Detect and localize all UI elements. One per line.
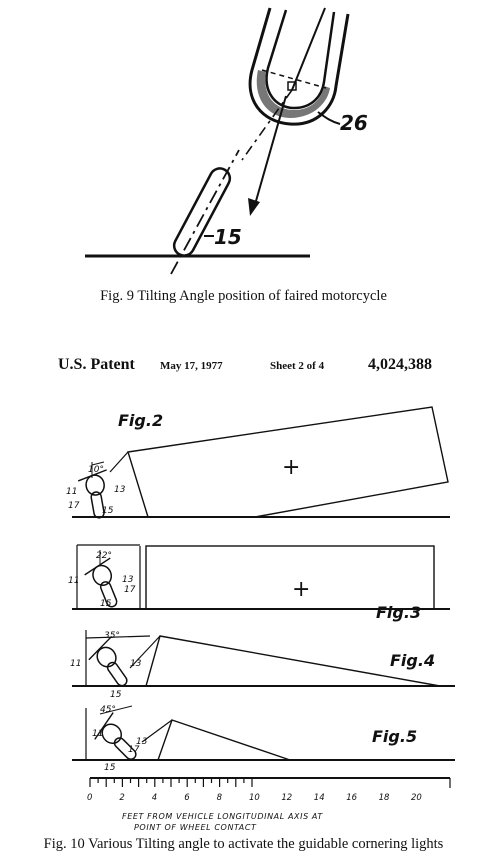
scale-tick-label: 18 bbox=[378, 793, 390, 803]
scale-tick-label: 4 bbox=[151, 793, 158, 803]
fig3-cross: + bbox=[292, 577, 311, 602]
scale-tick-label: 20 bbox=[411, 793, 422, 803]
fig9-arrow-head bbox=[248, 198, 260, 216]
patent-office: U.S. Patent bbox=[58, 356, 135, 373]
scale-label-line2: POINT OF WHEEL CONTACT bbox=[134, 823, 257, 832]
fig5-angle: 45° bbox=[100, 705, 116, 715]
scale-tick-label: 12 bbox=[281, 793, 293, 803]
fig2-title: Fig.2 bbox=[118, 411, 164, 430]
fig2-beam-edge bbox=[110, 452, 128, 472]
fig2-angle: 10° bbox=[88, 465, 104, 475]
fig9-drawing bbox=[0, 0, 487, 280]
fig2-label-15: 15 bbox=[102, 506, 114, 516]
fig9-leader-26 bbox=[318, 112, 340, 124]
fig3-light-beam bbox=[146, 546, 434, 609]
fig5-label-15: 15 bbox=[104, 763, 116, 773]
fig2-cross: + bbox=[282, 455, 301, 480]
fig3-angle: 22° bbox=[96, 551, 112, 561]
fig3-title: Fig.3 bbox=[376, 603, 422, 622]
fig3-label-11: 11 bbox=[68, 576, 80, 586]
fig5-label-11: 11 bbox=[92, 729, 104, 739]
fig5-title: Fig.5 bbox=[372, 727, 418, 746]
fig10-caption: Fig. 10 Various Tilting angle to activate the guidable cornering lights bbox=[43, 836, 444, 852]
scale-label-line1: FEET FROM VEHICLE LONGITUDINAL AXIS AT bbox=[122, 812, 323, 821]
patent-number: 4,024,388 bbox=[368, 356, 432, 373]
panel-fig3 bbox=[68, 545, 450, 622]
fig4-title: Fig.4 bbox=[390, 651, 436, 670]
fig9-force-arrow bbox=[254, 96, 286, 208]
fig5-label-17: 17 bbox=[128, 745, 140, 755]
fig5-light-beam bbox=[158, 720, 290, 760]
scale-tick-label: 16 bbox=[346, 793, 358, 803]
fig4-label-11: 11 bbox=[70, 659, 82, 669]
scale-tick-label: 10 bbox=[249, 793, 260, 803]
fig9-label-15: 15 bbox=[214, 225, 242, 249]
fig10-drawing bbox=[0, 380, 487, 832]
scale-tick-label: 8 bbox=[216, 793, 223, 803]
fig3-label-15: 15 bbox=[100, 599, 112, 609]
fig5-label-13: 13 bbox=[136, 737, 148, 747]
scale-tick-label: 2 bbox=[119, 793, 125, 803]
fig9-caption: Fig. 9 Tilting Angle position of faired motorcycle bbox=[100, 288, 387, 304]
patent-sheet: Sheet 2 of 4 bbox=[270, 360, 325, 372]
distance-scale bbox=[87, 778, 450, 803]
fig2-label-11: 11 bbox=[66, 487, 78, 497]
fig9-helmet-axis bbox=[292, 8, 325, 90]
fig3-label-17: 17 bbox=[124, 585, 136, 595]
fig3-label-13: 13 bbox=[122, 575, 134, 585]
panel-fig5 bbox=[72, 705, 455, 773]
scale-tick-label: 6 bbox=[184, 793, 190, 803]
fig2-label-13: 13 bbox=[114, 485, 126, 495]
panel-fig4 bbox=[70, 630, 455, 700]
fig2-label-17: 17 bbox=[68, 501, 80, 511]
scale-tick-label: 0 bbox=[87, 793, 93, 803]
fig4-label-15: 15 bbox=[110, 690, 122, 700]
fig4-angle: 35° bbox=[104, 631, 120, 641]
patent-date: May 17, 1977 bbox=[160, 360, 223, 372]
panel-fig2 bbox=[66, 407, 450, 520]
scale-tick-label: 14 bbox=[313, 793, 325, 803]
fig9-label-26: 26 bbox=[340, 111, 368, 135]
fig4-label-13: 13 bbox=[130, 659, 142, 669]
